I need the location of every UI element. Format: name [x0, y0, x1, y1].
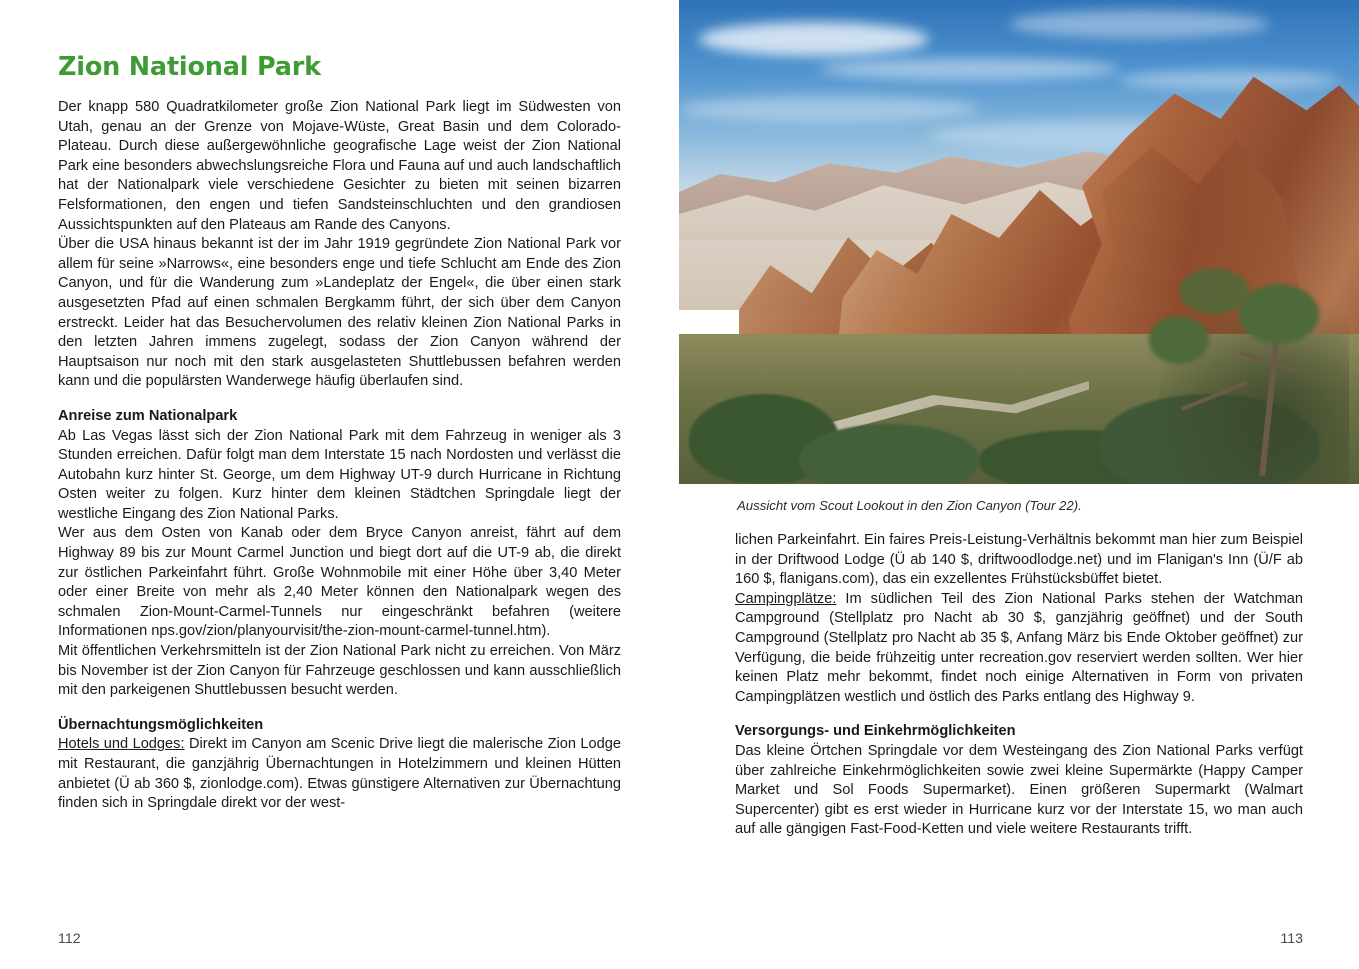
foliage	[1239, 284, 1319, 344]
intro-paragraph-1: Der knapp 580 Quadratkilometer große Zion National Park liegt im Südwesten von Utah, genau an der Grenze von Mojave-Wüste, Great Basin und dem Colorado-Plateau. Durch diese außergewöhnliche geografische Lage weist der Zion National Park eine besonders abwechslungsreiche Flora und Fauna auf und auch landschaftlich hat der Nationalpark viele verschiedene Gesichter zu bieten mit seinen bizarren Felsformationen, den engen und tiefen Sandsteinschluchten und den grandiosen Aussichtspunkten auf den Plateaus am Rande des Canyons.	[58, 99, 621, 233]
section-heading-versorgung: Versorgungs- und Einkehrmöglichkeiten	[735, 723, 1016, 740]
page-left	[0, 0, 679, 969]
spacer	[735, 707, 1303, 722]
versorgung-paragraph: Das kleine Örtchen Springdale vor dem Westeingang des Zion National Parks verfügt über zahlreiche Einkehrmöglichkeiten sowie zwei kleine Supermärkte (Happy Camper Market und Sol Foods Supermarket). Einen größeren Supermarkt (Walmart Supercenter) gibt es erst wieder in Hurricane kurz vor der Interstate 15, wo man auch auf alle gängigen Fast-Food-Ketten und viele weitere Restaurants trifft.	[735, 742, 1303, 838]
hotels-paragraph	[58, 735, 621, 813]
cloud	[1119, 70, 1339, 90]
hotels-text: Direkt im Canyon am Scenic Drive liegt die malerische Zion Lodge mit Restaurant, die ganzjährig Übernachtungen in Hotelzimmern und kleinen Hütten anbietet (Ü ab 360 $, zionlodge.com). Etwas günstigere Alternativen zur Übernachtung finden sich in Springdale direkt vor der west-	[58, 736, 621, 812]
cloud	[679, 96, 979, 122]
right-column-text	[679, 513, 1359, 840]
cloud	[699, 22, 929, 56]
section-heading-anreise: Anreise zum Nationalpark	[58, 407, 238, 424]
cloud	[819, 58, 1119, 80]
anreise-paragraph-1: Ab Las Vegas lässt sich der Zion National Park mit dem Fahrzeug in weniger als 3 Stunden erreichen. Dafür folgt man dem Interstate 15 nach Nordosten und verlässt die Autobahn kurz hinter St. George, um dem Highway UT-9 durch Hurricane in Richtung Osten weiter zu folgen. Kurz hinter dem kleinen Städtchen Springdale liegt der westliche Eingang des Zion National Parks.	[58, 427, 621, 522]
page-number-left: 112	[58, 931, 81, 947]
photo-caption: Aussicht vom Scout Lookout in den Zion Canyon (Tour 22).	[737, 498, 1082, 513]
page-title: Zion National Park	[58, 52, 321, 82]
continuation-paragraph: lichen Parkeinfahrt. Ein faires Preis-Leistung-Verhältnis bekommt man hier zum Beispiel in der Driftwood Lodge (Ü ab 140 $, driftwoodlodge.net) und im Flanigan's Inn (Ü/F ab 160 $, flanigans.com), das ein exzellentes Frühstücksbüffet bietet.	[735, 532, 1303, 588]
anreise-paragraph-3: Mit öffentlichen Verkehrsmitteln ist der Zion National Park nicht zu erreichen. Von März bis November ist der Zion Canyon für Fahrzeuge geschlossen und kann ausschließlich mit den parkeigenen Shuttlebussen besucht werden.	[58, 643, 621, 699]
photo-zion-canyon	[679, 0, 1359, 484]
camping-text: Im südlichen Teil des Zion National Parks stehen der Watchman Campground (Stellplatz pro Nacht ab 30 $, ganzjährig geöffnet) und der South Campground (Stellplatz pro Nacht ab 35 $, Anfang März bis Ende Oktober geöffnet) zur Verfügung, die beide frühzeitig unter recreation.gov reserviert werden sollten. Wer hier keinen Platz mehr bekommt, findet noch einige Alternativen in Form von privaten Campingplätzen westlich und östlich des Parks entlang des Highway 9.	[735, 590, 1303, 705]
page-number-right: 113	[1280, 931, 1303, 947]
spacer	[58, 392, 621, 407]
foliage	[1149, 316, 1209, 364]
camping-paragraph	[735, 590, 1303, 708]
intro-paragraph-2: Über die USA hinaus bekannt ist der im Jahr 1919 gegründete Zion National Park vor allem für seine »Narrows«, eine besonders enge und tiefe Schlucht am Ende des Zion Canyon, und für die Wanderung zum »Landeplatz der Engel«, die über einen stark ausgesetzten Pfad auf einen schmalen Bergkamm führt, der sich über dem Canyon erstreckt. Leider hat das Besuchervolumen des relativ kleinen Zion National Parks in den letzten Jahren immens zugelegt, sodass der Zion Canyon während der Hauptsaison nur noch mit den stark ausgelasteten Shuttlebussen befahren werden kann und die populärsten Wanderwege häufig überlaufen sind.	[58, 236, 621, 390]
hotels-label: Hotels und Lodges:	[58, 736, 185, 753]
photo-illustration	[679, 0, 1359, 484]
foliage	[1179, 268, 1249, 314]
cloud	[1009, 10, 1269, 38]
camping-label: Campingplätze:	[735, 590, 837, 607]
page-right	[679, 0, 1359, 969]
section-heading-uebernachtung: Übernachtungsmöglichkeiten	[58, 716, 264, 733]
spacer	[58, 701, 621, 716]
anreise-paragraph-2: Wer aus dem Osten von Kanab oder dem Bryce Canyon anreist, fährt auf dem Highway 89 bis zur Mount Carmel Junction und biegt dort auf die UT-9 ab, die direkt zur östlichen Parkeinfahrt führt. Große Wohnmobile mit einer Höhe über 3,40 Meter oder einer Breite von mehr als 2,40 Meter können den Nationalpark wegen des schmalen Zion-Mount-Carmel-Tunnels nur eingeschränkt befahren (weitere Informationen nps.gov/zion/planyourvisit/the-zion-mount-carmel-tunnel.htm).	[58, 525, 621, 640]
